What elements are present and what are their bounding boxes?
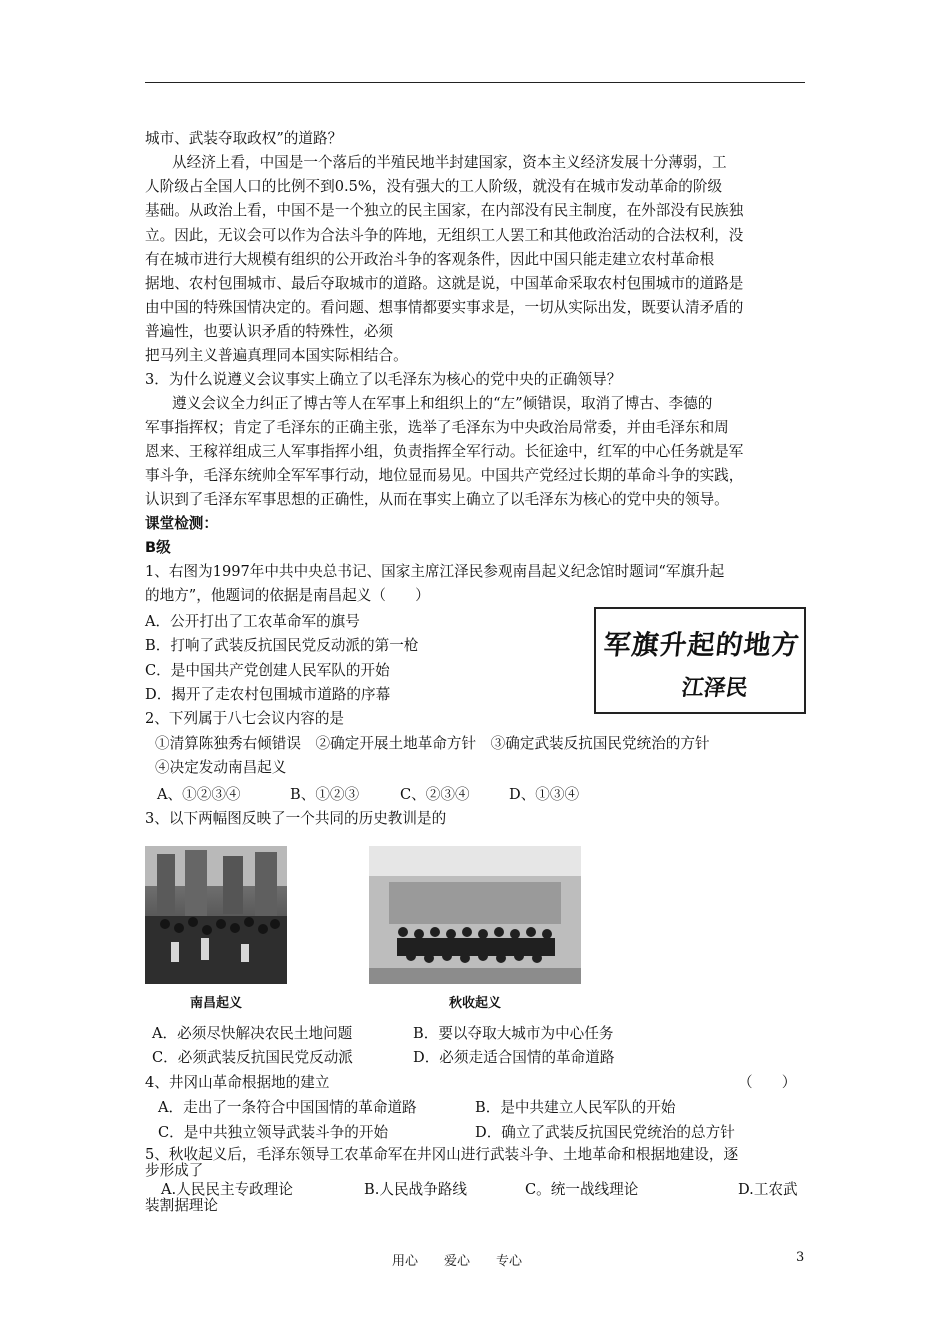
q2-items: ①清算陈独秀右倾错误 ②确定开展土地革命方针 ③确定武装反抗国民党统治的方针 — [155, 735, 710, 752]
q5-option-b: B.人民战争路线 — [364, 1181, 467, 1198]
photo-caption-left: 南昌起义 — [189, 996, 242, 1011]
body-line: 事斗争，毛泽东统帅全军军事行动，地位显而易见。中国共产党经过长期的革命斗争的实践， — [145, 467, 744, 484]
body-line: 把马列主义普遍真理同本国实际相结合。 — [145, 347, 408, 364]
q3-option-b: B．要以夺取大城市为中心任务 — [413, 1025, 614, 1042]
q3-stem: 3、以下两幅图反映了一个共同的历史教训是的 — [145, 810, 447, 827]
calligraphy-image — [594, 607, 806, 714]
body-line: 军事指挥权；肯定了毛泽东的正确主张，选举了毛泽东为中央政治局常委，并由毛泽东和周 — [145, 419, 729, 436]
body-line: 基础。从政治上看，中国不是一个独立的民主国家，在内部没有民主制度，在外部没有民族独 — [145, 202, 744, 219]
nanchang-uprising-photo — [145, 846, 287, 1014]
q1-option-c: C．是中国共产党创建人民军队的开始 — [145, 662, 390, 679]
q1-option-d: D．揭开了走农村包围城市道路的序幕 — [145, 686, 391, 703]
q3-option-c: C．必须武装反抗国民党反动派 — [152, 1049, 353, 1066]
calligraphy-text: 军旗升起的地方 — [602, 630, 802, 661]
body-line: 遵义会议全力纠正了博古等人在军事上和组织上的“左”倾错误，取消了博古、李德的 — [172, 395, 713, 412]
q2-option-d: D、①③④ — [509, 786, 580, 803]
q2-option-b: B、①②③ — [290, 786, 360, 803]
q5-option-d: D.工农武 — [738, 1181, 798, 1198]
level-label: B级 — [145, 539, 171, 556]
body-line: 据地、农村包围城市、最后夺取城市的道路。这就是说，中国革命采取农村包围城市的道路是 — [145, 275, 744, 292]
body-line: 有在城市进行大规模有组织的公开政治斗争的客观条件，因此中国只能走建立农村革命根 — [145, 251, 715, 268]
q4-option-a: A．走出了一条符合中国国情的革命道路 — [158, 1099, 417, 1116]
body-line: 普遍性，也要认识矛盾的特殊性，必须 — [145, 323, 394, 340]
q4-option-b: B．是中共建立人民军队的开始 — [475, 1099, 676, 1116]
calligraphy-signature: 江泽民 — [679, 675, 750, 701]
q2-items: ④决定发动南昌起义 — [155, 759, 287, 776]
q1-option-b: B．打响了武装反抗国民党反动派的第一枪 — [145, 637, 419, 654]
q1-stem: 1、右图为1997年中共中央总书记、国家主席江泽民参观南昌起义纪念馆时题词“军旗升起 — [145, 563, 725, 580]
page-number: 3 — [796, 1250, 805, 1265]
q2-option-a: A、①②③④ — [157, 786, 241, 803]
question-heading: 3．为什么说遵义会议事实上确立了以毛泽东为核心的党中央的正确领导？ — [145, 371, 622, 388]
body-line: 人阶级占全国人口的比例不到0.5%，没有强大的工人阶级，就没有在城市发动革命的阶级 — [145, 178, 723, 195]
body-line: 认识到了毛泽东军事思想的正确性，从而在事实上确立了以毛泽东为核心的党中央的领导。 — [145, 491, 729, 508]
body-line: 从经济上看，中国是一个落后的半殖民地半封建国家，资本主义经济发展十分薄弱，工 — [172, 154, 727, 171]
q1-stem: 的地方”，他题词的依据是南昌起义（ ） — [145, 587, 430, 604]
body-line: 立。因此，无议会可以作为合法斗争的阵地，无组织工人罢工和其他政治活动的合法权利，没 — [145, 227, 744, 244]
section-title: 课堂检测： — [145, 515, 218, 532]
q1-option-a: A．公开打出了工农革命军的旗号 — [145, 613, 360, 630]
q3-option-d: D．必须走适合国情的革命道路 — [413, 1049, 615, 1066]
q5-stem: 5、秋收起义后，毛泽东领导工农革命军在井冈山进行武装斗争、土地革命和根据地建设，逐 — [145, 1146, 739, 1163]
autumn-harvest-uprising-photo — [369, 846, 581, 1014]
header-rule — [145, 82, 805, 83]
q2-option-c: C、②③④ — [400, 786, 470, 803]
q2-stem: 2、下列属于八七会议内容的是 — [145, 710, 345, 727]
q5-stem: 步形成了 — [145, 1162, 204, 1179]
body-line: 由中国的特殊国情决定的。看问题、想事情都要实事求是，一切从实际出发，既要认清矛盾的 — [145, 299, 744, 316]
footer-motto: 用心 爱心 专心 — [392, 1254, 523, 1269]
q4-option-d: D．确立了武装反抗国民党统治的总方针 — [475, 1124, 735, 1141]
q4-answer-blank: （ ） — [738, 1074, 797, 1091]
q5-option-c: C。统一战线理论 — [525, 1181, 639, 1198]
q4-option-c: C．是中共独立领导武装斗争的开始 — [158, 1124, 389, 1141]
q4-stem: 4、井冈山革命根据地的建立 — [145, 1074, 330, 1091]
q3-option-a: A．必须尽快解决农民土地问题 — [152, 1025, 353, 1042]
nanchang-photo-image — [145, 846, 287, 984]
photo-caption-right: 秋收起义 — [448, 996, 501, 1011]
autumn-harvest-photo-image — [369, 846, 581, 984]
q5-option-d-continued: 装割据理论 — [145, 1197, 218, 1214]
q5-option-a: A.人民民主专政理论 — [161, 1181, 293, 1198]
body-line: 城市、武装夺取政权”的道路？ — [145, 130, 343, 147]
body-line: 恩来、王稼祥组成三人军事指挥小组，负责指挥全军行动。长征途中，红军的中心任务就是军 — [145, 443, 744, 460]
